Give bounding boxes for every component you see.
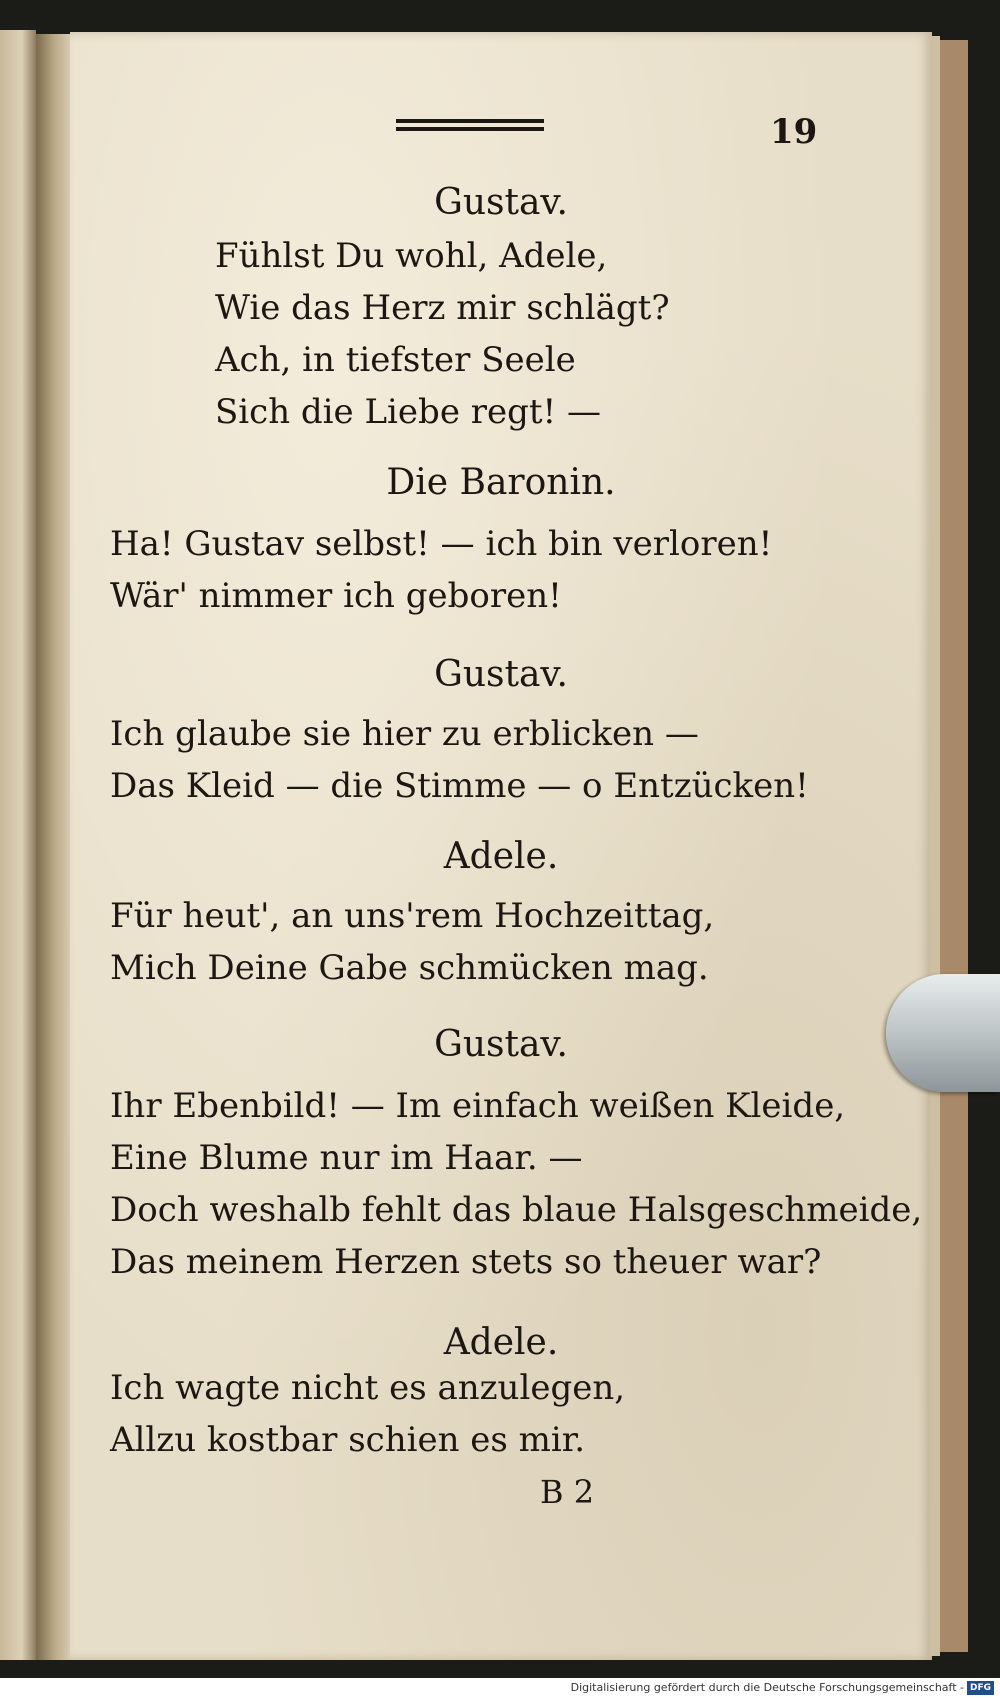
speaker-name: Die Baronin.	[386, 462, 616, 503]
verse-line: Wie das Herz mir schlägt?	[215, 288, 670, 328]
speaker-name: Gustav.	[434, 654, 568, 695]
header-rule	[396, 119, 544, 131]
verse-line: Das meinem Herzen stets so theuer war?	[110, 1242, 822, 1282]
verse-line: Doch weshalb fehlt das blaue Halsgeschmeide,	[110, 1190, 923, 1230]
verse-line: Ich glaube sie hier zu erblicken —	[110, 714, 699, 754]
speaker-name: Gustav.	[434, 182, 568, 223]
verse-line: Wär' nimmer ich geboren!	[110, 576, 562, 616]
verse-line: Sich die Liebe regt! —	[215, 392, 602, 432]
verse-line: Ihr Ebenbild! — Im einfach weißen Kleide,	[110, 1086, 846, 1126]
verse-line: Ach, in tiefster Seele	[215, 340, 576, 380]
verse-line: Das Kleid — die Stimme — o Entzücken!	[110, 766, 809, 806]
speaker-name: Adele.	[443, 836, 559, 877]
digitization-footer	[0, 1678, 1000, 1698]
verse-line: Ich wagte nicht es anzulegen,	[110, 1368, 626, 1408]
page-number: 19	[770, 112, 818, 152]
footer-text: Digitalisierung gefördert durch die Deutsche Forschungsgemeinschaft -	[570, 1681, 964, 1694]
dfg-logo: DFG	[967, 1681, 994, 1695]
previous-page-edge	[0, 30, 36, 1660]
speaker-name: Adele.	[443, 1322, 559, 1363]
verse-line: Allzu kostbar schien es mir.	[110, 1420, 586, 1460]
speaker-name: Gustav.	[434, 1024, 568, 1065]
signature-mark: B 2	[540, 1473, 595, 1511]
verse-line: Für heut', an uns'rem Hochzeittag,	[110, 896, 715, 936]
verse-line: Mich Deine Gabe schmücken mag.	[110, 948, 709, 988]
verse-line: Eine Blume nur im Haar. —	[110, 1138, 583, 1178]
book-cover-edge	[940, 40, 968, 1652]
verse-line: Ha! Gustav selbst! — ich bin verloren!	[110, 524, 773, 564]
verse-line: Fühlst Du wohl, Adele,	[215, 236, 608, 276]
